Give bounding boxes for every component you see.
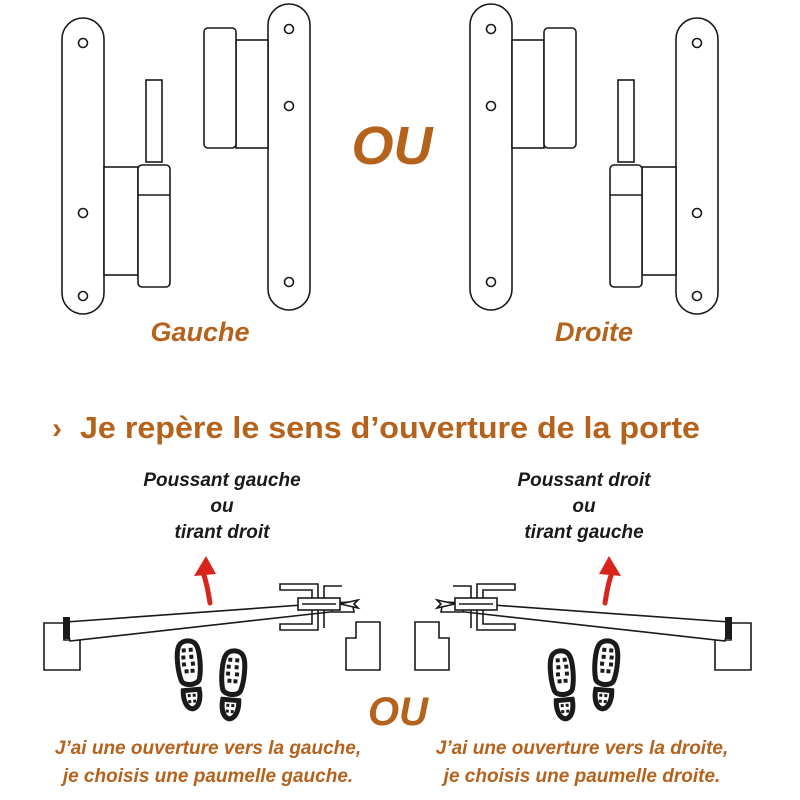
left-caption-2: je choisis une paumelle gauche. bbox=[62, 766, 354, 787]
door-scene-left bbox=[44, 470, 380, 787]
left-line1: Poussant gauche bbox=[143, 470, 301, 491]
right-caption-2: je choisis une paumelle droite. bbox=[443, 766, 721, 787]
hinge-right-icon bbox=[470, 4, 718, 314]
left-line3: tirant droit bbox=[174, 522, 270, 543]
right-line1: Poussant droit bbox=[517, 470, 651, 491]
label-droite: Droite bbox=[554, 317, 634, 347]
label-ou-top: OU bbox=[351, 116, 433, 176]
left-caption-1: J’ai une ouverture vers la gauche, bbox=[54, 738, 362, 759]
label-ou-bottom: OU bbox=[368, 690, 428, 734]
footprints-icon bbox=[176, 640, 247, 720]
right-line3: tirant gauche bbox=[524, 522, 644, 543]
footprints-icon bbox=[549, 640, 620, 720]
right-caption-1: J’ai une ouverture vers la droite, bbox=[435, 738, 729, 759]
door-arrow-icon bbox=[599, 556, 621, 603]
section-title: Je repère le sens d’ouverture de la porte bbox=[80, 410, 700, 445]
hinge-left-icon bbox=[62, 4, 310, 314]
wall-frame-right bbox=[415, 622, 449, 670]
right-line2: ou bbox=[572, 496, 596, 517]
left-line2: ou bbox=[210, 496, 234, 517]
label-gauche: Gauche bbox=[150, 317, 250, 347]
wall-frame-right bbox=[346, 622, 380, 670]
door-scene-right bbox=[415, 470, 751, 787]
door-arrow-icon bbox=[194, 556, 216, 603]
section-marker: › bbox=[52, 412, 62, 445]
